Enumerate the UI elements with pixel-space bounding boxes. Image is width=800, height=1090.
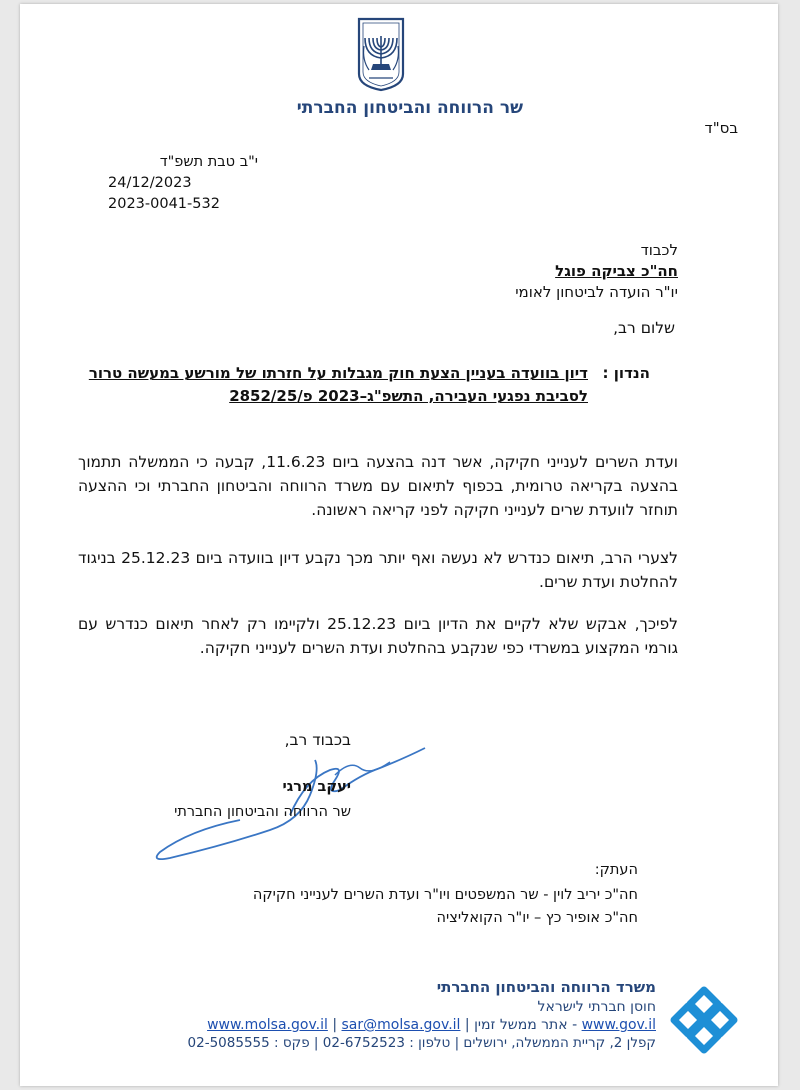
body-paragraph-3: לפיכך, אבקש שלא לקיים את הדיון ביום 25.12.23 ולקיימו רק לאחר תיאום כנדרש עם גורמי המקצוע במשרדי כפי שנקבע בהחלטת ועדת השרים לענייני חקיקה. [78, 615, 678, 657]
addressee-block [515, 240, 678, 303]
footer-gov-link[interactable]: www.gov.il [581, 1017, 656, 1033]
footer-links: www.molsa.gov.il | sar@molsa.gov.il | אתר ממשל זמין - www.gov.il [207, 1017, 656, 1033]
addressee-to: לכבוד [640, 241, 678, 259]
cc-label: העתק: [594, 862, 638, 878]
subject-label: הנדון : [602, 364, 650, 382]
letter-page [20, 4, 778, 1086]
footer-slogan: חוסן חברתי לישראל [537, 999, 656, 1015]
footer-address: קפלן 2, קריית הממשלה, ירושלים | טלפון : 02-6752523 | פקס : 02-5085555 [187, 1035, 656, 1051]
footer-org-name: משרד הרווחה והביטחון החברתי [436, 978, 656, 996]
bsd-mark: בס"ד [704, 119, 738, 137]
addressee-title: יו"ר הועדה לביטחון לאומי [515, 283, 678, 301]
cc-line-1: חה"כ יריב לוין - שר המשפטים ויו"ר ועדת השרים לענייני חקיקה [252, 887, 638, 903]
body-paragraph-1: ועדת השרים לענייני חקיקה, אשר דנה בהצעה ביום 11.6.23, קבעה כי הממשלה תתמוך בהצעה בקריאה טרומית, בכפוף לתיאום עם משרד הרווחה והביטחון החברתי וכי ההצעה תוחזר לוועדת שרים לענייני חקיקה לפני קריאה ראשונה. [78, 453, 678, 519]
subject-line-1: דיון בוועדה בעניין הצעת חוק מגבלות על חזרתו של מורשע במעשה טרור [88, 364, 588, 382]
date-block [108, 152, 258, 215]
handwritten-signature [130, 720, 430, 870]
signer-name: יעקב מרגי [282, 779, 351, 795]
greeting: שלום רב, [613, 319, 675, 337]
footer-email-link[interactable]: sar@molsa.gov.il [341, 1017, 461, 1033]
signer-title: שר הרווחה והביטחון החברתי [174, 804, 351, 820]
closing-salutation: בכבוד רב, [284, 731, 351, 749]
subject-line-2: לסביבת נפגעי העבירה, התשפ"ג–2023 פ/2852/25 [229, 387, 588, 405]
reference-number: 2023-0041-532 [108, 196, 220, 212]
menorah-emblem-icon [355, 16, 407, 92]
addressee-name: חה"כ צביקה פוגל [555, 262, 678, 280]
hebrew-date: י"ב טבת תשפ"ד [159, 154, 258, 170]
gregorian-date: 24/12/2023 [108, 175, 192, 191]
ministry-knot-logo-icon [668, 984, 740, 1056]
body-paragraph-2: לצערי הרב, תיאום כנדרש לא נעשה ואף יותר מכך נקבע דיון בוועדה ביום 25.12.23 בניגוד להחלטת ועדת שרים. [78, 549, 678, 591]
footer-gov-label: אתר ממשל זמין - [474, 1017, 578, 1033]
footer-site-link[interactable]: www.molsa.gov.il [207, 1017, 328, 1033]
ministry-title: שר הרווחה והביטחון החברתי [296, 98, 523, 118]
cc-line-2: חה"כ אופיר כץ – יו"ר הקואליציה [436, 910, 638, 926]
